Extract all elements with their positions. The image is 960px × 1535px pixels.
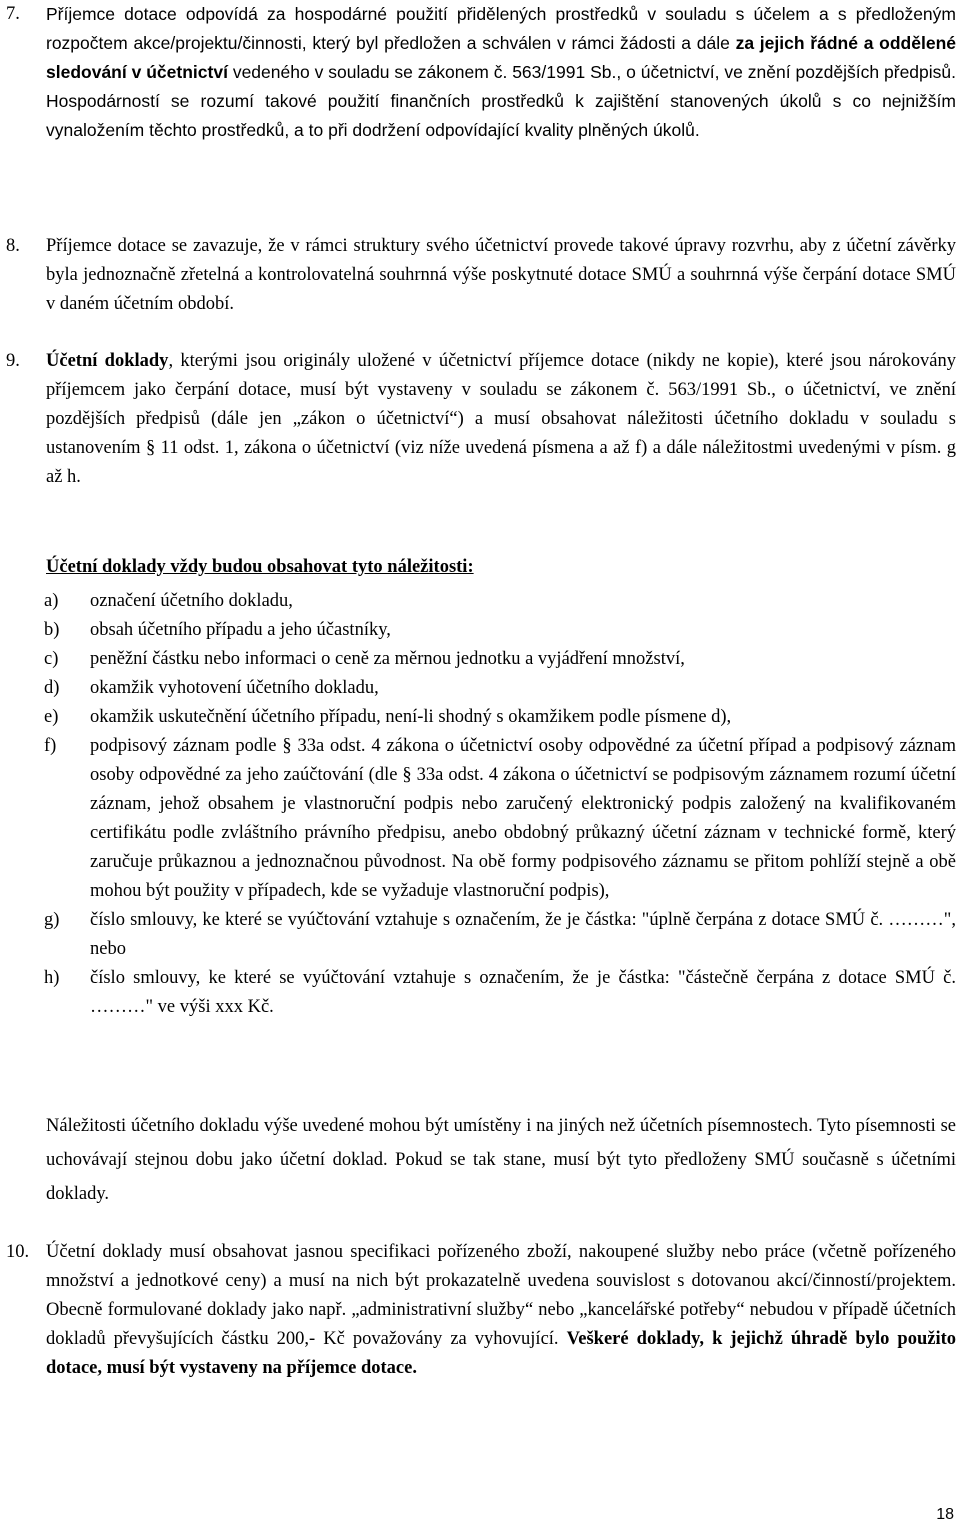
list-item: b) obsah účetního případu a jeho účastníky, [44,620,391,640]
list-item: g) číslo smlouvy, ke které se vyúčtování vztahuje s označením, že je částka: "úplně čerpána z dotace SMÚ č. ………", nebo [44,910,956,959]
paragraph-text: Účetní doklady, kterými jsou originály uložené v účetnictví příjemce dotace (nikdy ne kopie), které jsou nárokovány příjemcem jako čerpání dotace, musí být vystaveny v souladu se zákonem č. 563/1991 Sb., o účetnictví, ve znění pozdějších předpisů (dále jen „zákon o účetnictví“) a musí obsahovat náležitosti účetního dokladu v souladu s ustanovením § 11 odst. 1, zákona o účetnictví (viz níže uvedená písmena a až f) a dále náležitostmi uvedenými v písm. g až h. [46,351,956,487]
list-item: e) okamžik uskutečnění účetního případu, není-li shodný s okamžikem podle písmene d), [44,707,732,727]
bold-phrase: za jejich řádné a oddělené sledování v účetnictví [46,33,956,82]
list-item: c) peněžní částku nebo informaci o ceně za měrnou jednotku a vyjádření množství, [44,649,685,669]
paragraph-text: Účetní doklady musí obsahovat jasnou specifikaci pořízeného zboží, nakoupené služby nebo práce (včetně pořízeného množství a jednotkové ceny) a musí na nich být prokazatelně uvedena souvislost s dotovanou akcí/činností/projektem. Obecně formulované doklady jako např. „administrativní služby“ nebo „kancelářské potřeby“ nebudou v případě účetních dokladů převyšujících částku 200,- Kč považovány za vyhovující. Veškeré doklady, k jejichž úhradě bylo použito dotace, musí být vystaveny na příjemce dotace. [46,1242,956,1378]
bold-phrase: Veškeré doklady, k jejichž úhradě bylo použito dotace, musí být vystaveny na příjemce dotace. [46,1329,956,1378]
page-number: 18 [936,1506,954,1523]
paragraph-7 [0,0,960,145]
list-item: f) podpisový záznam podle § 33a odst. 4 zákona o účetnictví osoby odpovědné za účetní případ a podpisový záznam osoby odpovědné za jeho zaúčtování (dle § 33a odst. 4 zákona o účetnictví se podpisovým záznamem rozumí účetní záznam, jehož obsahem je vlastnoruční podpis nebo zaručený elektronický podpis založený na kvalifikovaném certifikátu podle zvláštního právního předpisu, anebo obdobný průkazný účetní záznam v technické formě, který zaručuje průkaznou a jednoznačnou původnost. Na obě formy podpisového záznamu se přitom pohlíží stejně a obě mohou být použity v případech, kde se vyžaduje vlastnoruční podpis), [44,736,956,901]
requirements-note: Náležitosti účetního dokladu výše uvedené mohou být umístěny i na jiných než účetních písemnostech. Tyto písemnosti se uchovávají stejnou dobu jako účetní doklad. Pokud se tak stane, musí být tyto předloženy SMÚ současně s účetními doklady. [46,1116,956,1204]
requirements-heading: Účetní doklady vždy budou obsahovat tyto náležitosti: [46,557,474,577]
paragraph-8 [0,232,960,319]
list-item: a) označení účetního dokladu, [44,591,293,611]
paragraph-number: 9. [6,351,20,371]
paragraph-number: 10. [6,1242,30,1262]
paragraph-number: 7. [6,4,20,24]
paragraph-number: 8. [6,236,20,256]
list-item: d) okamžik vyhotovení účetního dokladu, [44,678,379,698]
bold-phrase: Účetní doklady [46,351,169,371]
paragraph-9 [0,347,960,492]
list-item: h) číslo smlouvy, ke které se vyúčtování vztahuje s označením, že je částka: "částečně čerpána z dotace SMÚ č. ………" ve výši xxx Kč. [44,968,956,1017]
paragraph-10 [0,1238,960,1383]
paragraph-text: Příjemce dotace se zavazuje, že v rámci struktury svého účetnictví provede takové úpravy rozvrhu, aby z účetní závěrky byla jednoznačně zřetelná a kontrolovatelná souhrnná výše poskytnuté dotace SMÚ a souhrnná výše čerpání dotace SMÚ v daném účetním období. [46,236,956,314]
requirements-list [0,587,960,1022]
paragraph-text: Příjemce dotace odpovídá za hospodárné použití přidělených prostředků v souladu s účelem a s předloženým rozpočtem akce/projektu/činnosti, který byl předložen a schválen v rámci žádosti a dále za jejich řádné a oddělené sledování v účetnictví vedeného v souladu se zákonem č. 563/1991 Sb., o účetnictví, ve znění pozdějších předpisů. Hospodárností se rozumí takové použití finančních prostředků k zajištění stanovených úkolů s co nejnižším vynaložením těchto prostředků, a to při dodržení odpovídající kvality plněných úkolů. [46,4,957,140]
